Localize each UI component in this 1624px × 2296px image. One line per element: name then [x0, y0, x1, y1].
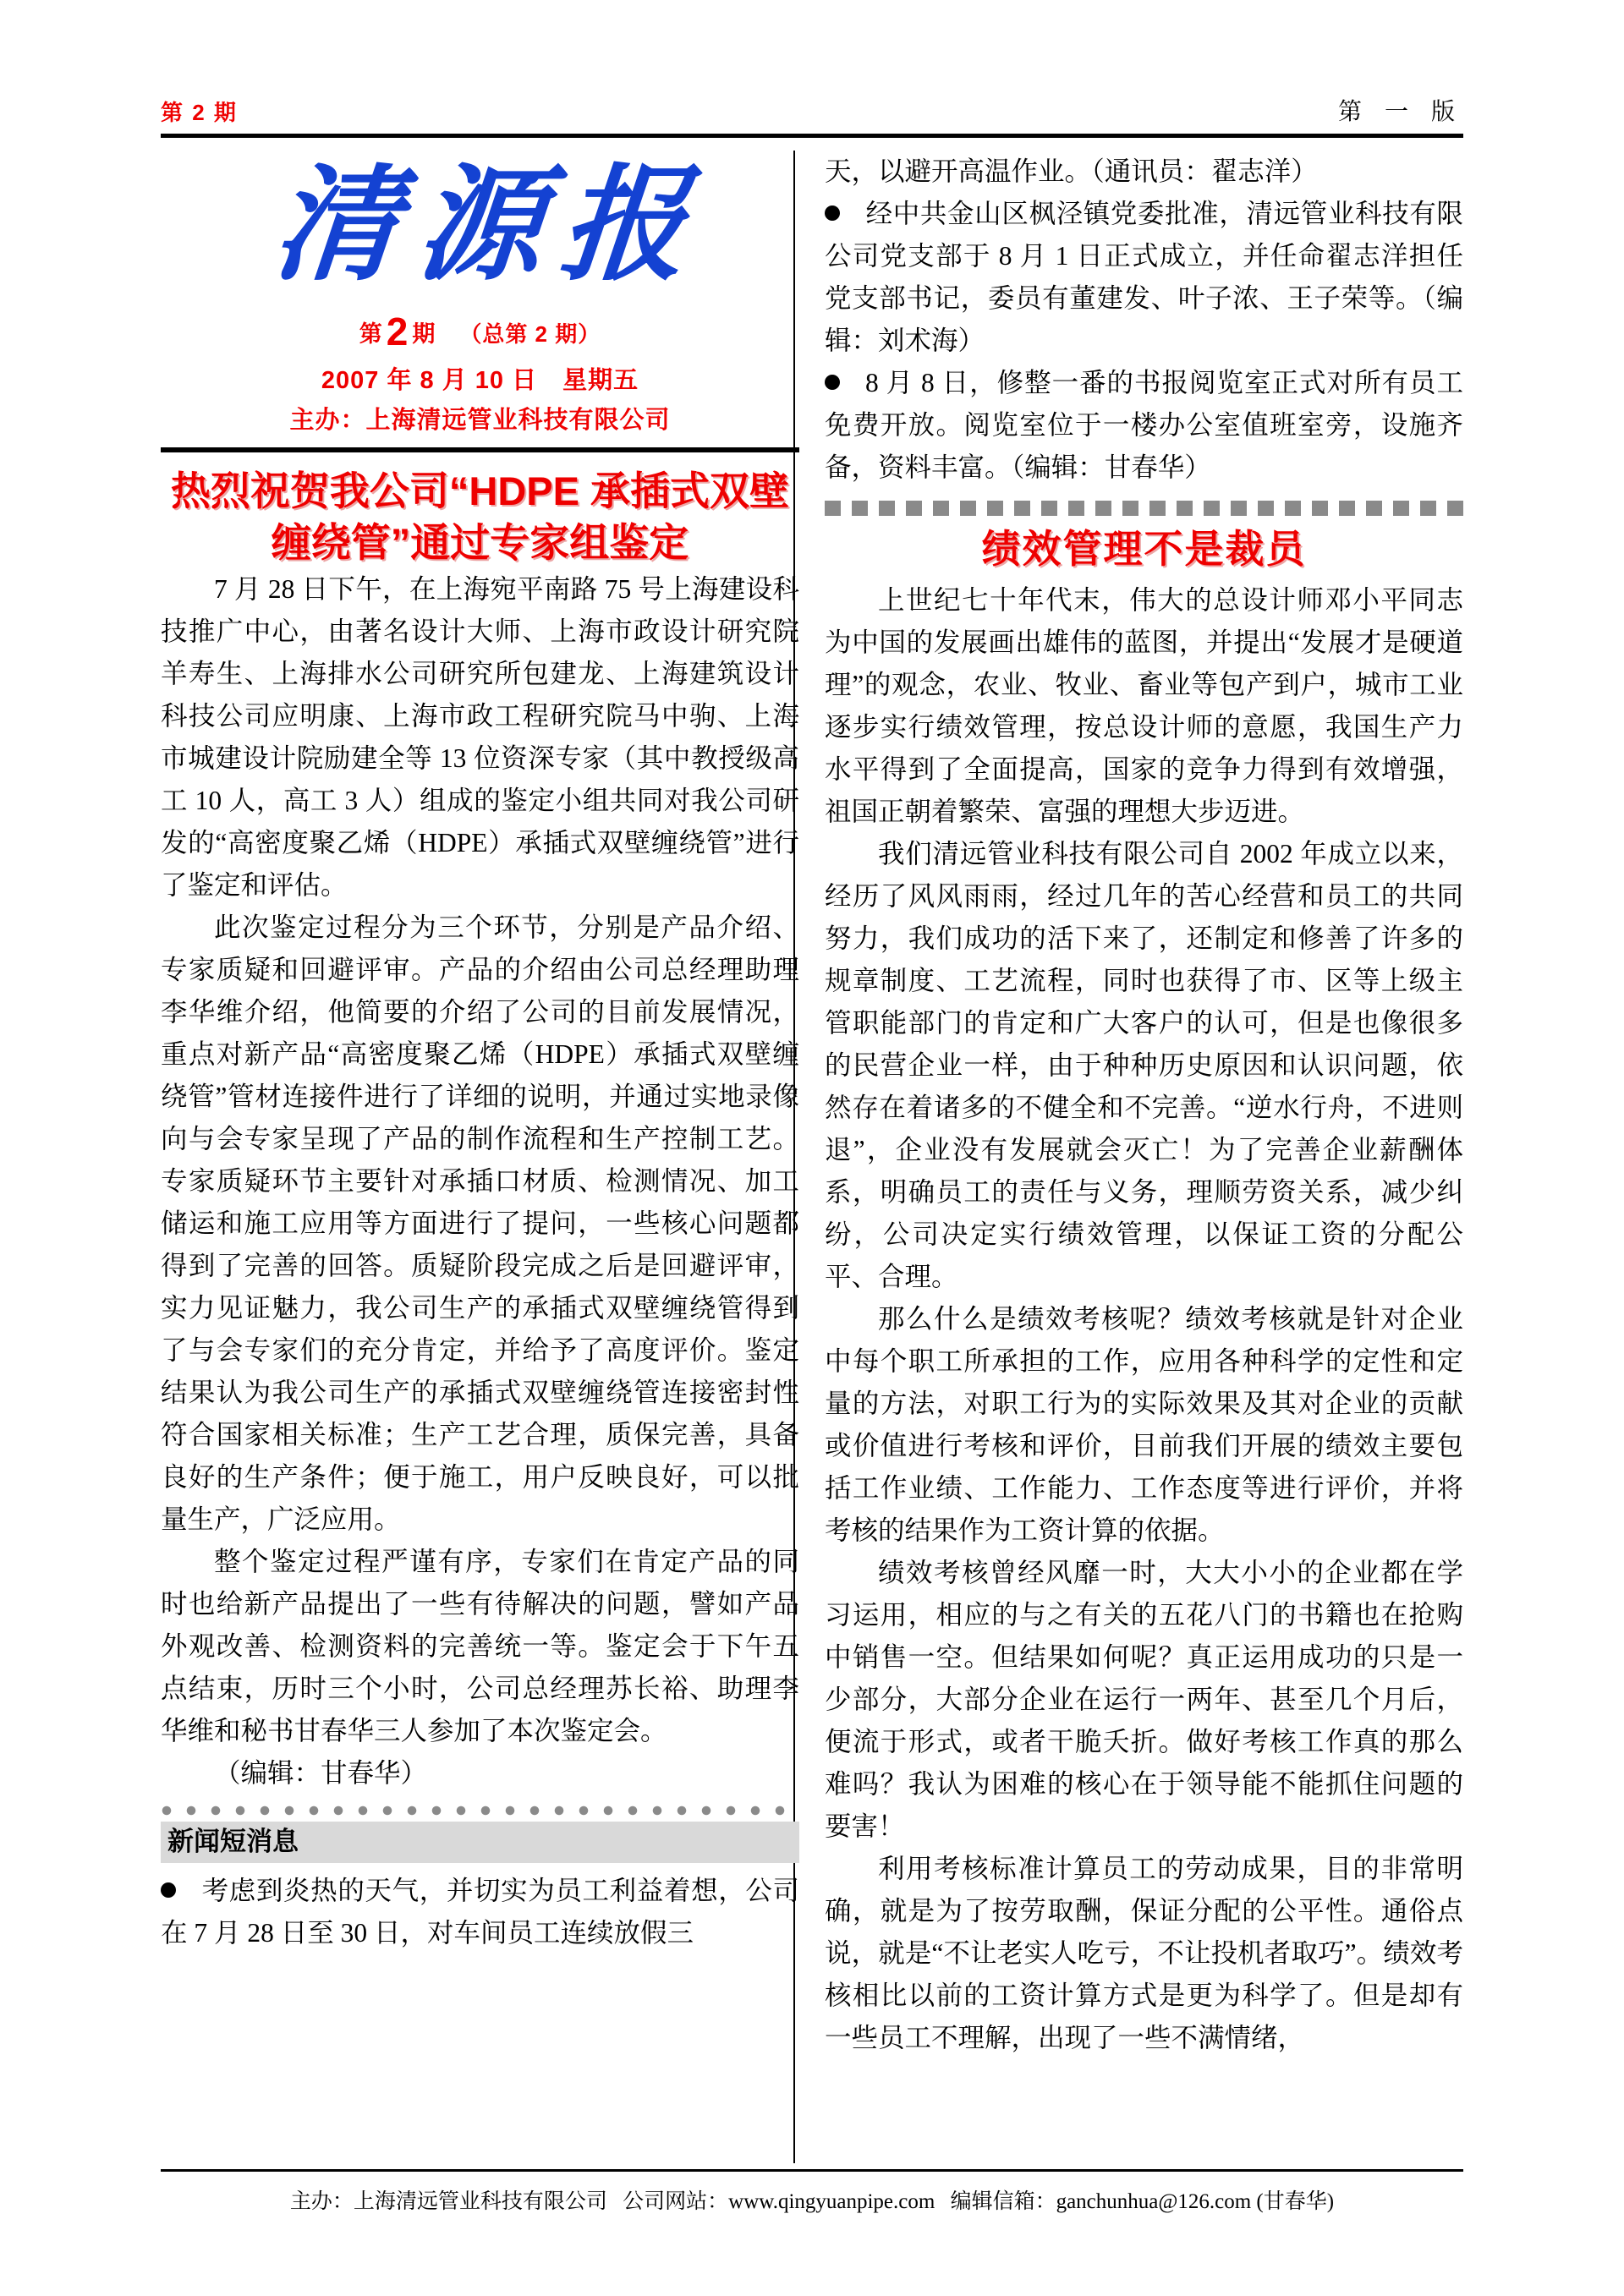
- news-brief-continuation: 天，以避开高温作业。（通讯员：翟志洋）: [825, 156, 1318, 186]
- paragraph: 上世纪七十年代末，伟大的总设计师邓小平同志为中国的发展画出雄伟的蓝图，并提出“发展才是硬道理”的观念，农业、牧业、畜业等包产到户，城市工业逐步实行绩效管理，按总设计师的意愿，我国生产力水平得到了全面提高，国家的竞争力得到有效增强，祖国正朝着繁荣、富强的理想大步迈进。: [825, 585, 1463, 827]
- news-brief-item: [825, 362, 1463, 489]
- right-article-headline: 绩效管理不是裁员: [981, 527, 1307, 571]
- paragraph: 整个鉴定过程严谨有序，专家们在肯定产品的同时也给新产品提出了一些有待解决的问题，譬如产品外观改善、检测资料的完善统一等。鉴定会于下午五点结束，历时三个小时，公司总经理苏长裕、助理李华维和秘书甘春华三人参加了本次鉴定会。: [161, 1546, 799, 1745]
- masthead-publisher: 主办：上海清远管业科技有限公司: [289, 407, 671, 435]
- footer-mail: 编辑信箱：ganchunhua@126.com (甘春华): [950, 2190, 1335, 2213]
- left-article-body: [161, 568, 799, 1795]
- masthead-rule: [161, 447, 799, 452]
- running-head-rule: [161, 134, 1463, 138]
- news-brief-item: [161, 1870, 799, 1954]
- issue-suffix: 期: [412, 321, 436, 348]
- section-title-news-briefs: 新闻短消息: [161, 1822, 799, 1864]
- paragraph: 那么什么是绩效考核呢？绩效考核就是针对企业中每个职工所承担的工作，应用各种科学的定性和定量的方法，对职工行为的实际效果及其对企业的贡献或价值进行考核和评价，目前我们开展的绩效主要包括工作业绩、工作能力、工作态度等进行评价，并将考核的结果作为工资计算的依据。: [825, 1304, 1463, 1546]
- footer: [161, 2186, 1463, 2218]
- paragraph: 7 月 28 日下午，在上海宛平南路 75 号上海建设科技推广中心，由著名设计大师、上海市政设计研究院羊寿生、上海排水公司研究所包建龙、上海建筑设计科技公司应明康、上海市政工程研究院马中驹、上海市城建设计院励建全等 13 位资深专家（其中教授级高工 10 人，高工 3 人）组成的鉴定小组共同对我公司研发的“高密度聚乙烯（HDPE）承插式双壁缠绕管”进行了鉴定和评估。: [161, 573, 799, 900]
- dotted-separator: [161, 1805, 799, 1817]
- left-article-byline: （编辑：甘春华）: [214, 1757, 428, 1788]
- footer-publisher: 主办：上海清远管业科技有限公司: [289, 2190, 607, 2213]
- left-article-headline: 热烈祝贺我公司“HDPE 承插式双壁缠绕管”通过专家组鉴定: [170, 469, 790, 565]
- news-brief-text: 8 月 8 日，修整一番的书报阅览室正式对所有员工免费开放。阅览室位于一楼办公室值班室旁，设施齐备，资料丰富。（编辑：甘春华）: [825, 368, 1463, 482]
- right-column: [825, 151, 1463, 2059]
- paragraph: 利用考核标准计算员工的劳动成果，目的非常明确，就是为了按劳取酬，保证分配的公平性。通俗点说，就是“不让老实人吃亏，不让投机者取巧”。绩效考核相比以前的工资计算方式是更为科学了。但是却有一些员工不理解，出现了一些不满情绪，: [825, 1854, 1463, 2053]
- masthead-issue-line: [161, 309, 799, 354]
- right-article-body: [825, 579, 1463, 2059]
- issue-number: 2: [386, 310, 409, 354]
- issue-prefix: 第: [359, 321, 383, 348]
- masthead: [161, 151, 799, 452]
- bullet-dot-icon: [825, 375, 840, 390]
- issue-label: 第 2 期: [161, 100, 238, 125]
- news-brief-text: 考虑到炎热的天气，并切实为员工利益着想，公司在 7 月 28 日至 30 日，对车间员工连续放假三: [161, 1876, 799, 1948]
- masthead-date: 2007 年 8 月 10 日 星期五: [321, 367, 639, 395]
- square-separator: [825, 501, 1463, 516]
- paragraph: 我们清远管业科技有限公司自 2002 年成立以来，经历了风风雨雨，经过几年的苦心经营和员工的共同努力，我们成功的活下来了，还制定和修善了许多的规章制度、工艺流程，同时也获得了市、区等上级主管职能部门的肯定和广大客户的认可，但是也像很多的民营企业一样，由于种种历史原因和认识问题，依然存在着诸多的不健全和不完善。“逆水行舟，不进则退”，企业没有发展就会灭亡！为了完善企业薪酬体系，明确员工的责任与义务，理顺劳资关系，减少纠纷，公司决定实行绩效管理，以保证工资的分配公平、合理。: [825, 839, 1463, 1292]
- issue-total: （总第 2 期）: [459, 321, 601, 348]
- footer-rule: [161, 2169, 1463, 2172]
- news-brief-item: [825, 193, 1463, 362]
- bullet-dot-icon: [161, 1882, 176, 1898]
- running-head: [161, 93, 1463, 127]
- masthead-logo: 清源报: [266, 151, 712, 298]
- footer-website: 公司网站：www.qingyuanpipe.com: [623, 2190, 935, 2213]
- left-column: [161, 151, 799, 1954]
- paragraph: 此次鉴定过程分为三个环节，分别是产品介绍、专家质疑和回避评审。产品的介绍由公司总经理助理李华维介绍，他简要的介绍了公司的目前发展情况，重点对新产品“高密度聚乙烯（HDPE）承插式双壁缠绕管”管材连接件进行了详细的说明，并通过实地录像向与会专家呈现了产品的制作流程和生产控制工艺。专家质疑环节主要针对承插口材质、检测情况、加工储运和施工应用等方面进行了提问，一些核心问题都得到了完善的回答。质疑阶段完成之后是回避评审，实力见证魅力，我公司生产的承插式双壁缠绕管得到了与会专家们的充分肯定，并给予了高度评价。鉴定结果认为我公司生产的承插式双壁缠绕管连接密封性符合国家相关标准；生产工艺合理，质保完善，具备良好的生产条件；便于施工，用户反映良好，可以批量生产，广泛应用。: [161, 912, 799, 1534]
- paragraph: 绩效考核曾经风靡一时，大大小小的企业都在学习运用，相应的与之有关的五花八门的书籍也在抢购中销售一空。但结果如何呢？真正运用成功的只是一少部分，大部分企业在运行一两年、甚至几个月后，便流于形式，或者干脆夭折。做好考核工作真的那么难吗？我认为困难的核心在于领导能不能抓住问题的要害！: [825, 1558, 1463, 1842]
- bullet-dot-icon: [825, 205, 840, 221]
- page-label: 第 一 版: [1337, 99, 1463, 125]
- news-brief-text: 经中共金山区枫泾镇党委批准，清远管业科技有限公司党支部于 8 月 1 日正式成立，并任命翟志洋担任党支部书记，委员有董建发、叶子浓、王子荣等。（编辑：刘术海）: [825, 199, 1463, 355]
